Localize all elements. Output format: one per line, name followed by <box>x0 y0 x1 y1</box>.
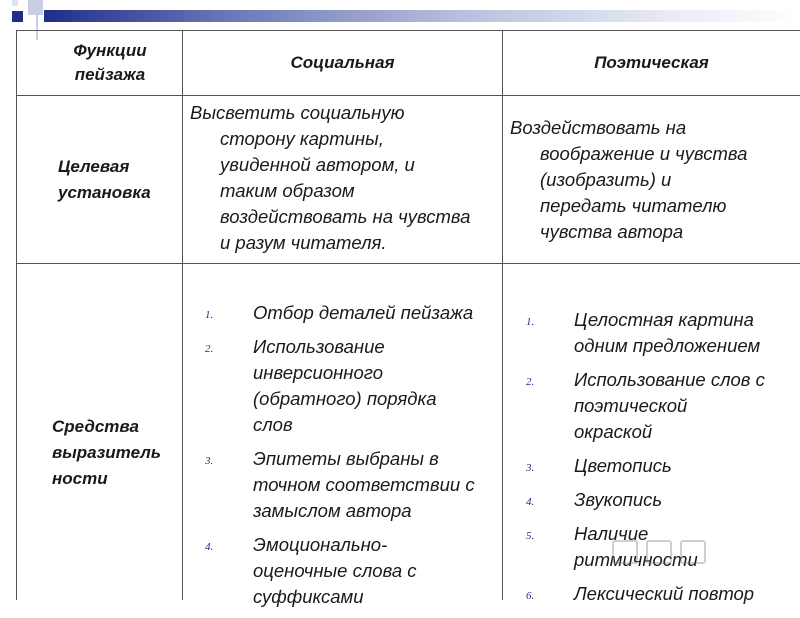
header-poetic: Поэтическая <box>594 53 709 72</box>
list-item-text: Использование слов с поэтической окраской <box>574 369 765 442</box>
poetic-target-text: Воздействовать на воображение и чувства (изобразить) и передать читателю чувства автора <box>510 117 748 242</box>
list-item <box>205 532 502 610</box>
social-means-list <box>205 300 502 618</box>
list-item-text: Целостная картина одним предложением <box>574 309 761 356</box>
list-item-text: Эмоционально- оценочные слова с суффиксами <box>253 534 417 607</box>
list-item <box>526 581 800 607</box>
list-item-text: Наличие ритмичности <box>574 523 698 570</box>
list-number: 1. <box>205 309 214 321</box>
list-number: 2. <box>205 343 214 355</box>
list-number: 4. <box>205 541 214 553</box>
list-number: 4. <box>526 496 535 508</box>
list-number: 3. <box>205 455 214 467</box>
list-item-text: Эпитеты выбраны в точном соответствии с замыслом автора <box>253 448 475 521</box>
list-item <box>526 487 800 513</box>
nav-menu-icon[interactable] <box>646 540 672 564</box>
list-number: 6. <box>526 590 535 602</box>
header-social: Социальная <box>290 53 395 72</box>
list-item <box>526 367 800 445</box>
table-border-top <box>16 30 800 31</box>
list-item <box>205 334 502 438</box>
nav-back-icon[interactable] <box>612 540 638 564</box>
row-label-target: Целевая установка <box>58 157 151 202</box>
table-border-col2 <box>502 30 503 600</box>
slide-nav-icons <box>612 540 706 564</box>
list-item <box>205 446 502 524</box>
poetic-means-list <box>526 307 800 615</box>
list-item <box>526 453 800 479</box>
table-border-left <box>16 30 17 600</box>
table-border-row2 <box>16 263 800 264</box>
list-number: 2. <box>526 376 535 388</box>
list-number: 5. <box>526 530 535 542</box>
row-label-means: Средства выразитель ности <box>52 417 161 488</box>
list-item-text: Цветопись <box>574 455 672 476</box>
table-border-row1 <box>16 95 800 96</box>
list-item-text: Звукопись <box>574 489 663 510</box>
social-target-text: Высветить социальную сторону картины, увиденной автором, и таким образом воздействовать на чувства и разум читателя. <box>190 102 471 253</box>
nav-forward-icon[interactable] <box>680 540 706 564</box>
header-functions: Функции пейзажа <box>73 41 147 84</box>
list-item-text: Отбор деталей пейзажа <box>253 302 474 323</box>
list-item <box>526 307 800 359</box>
list-item <box>205 300 502 326</box>
list-item-text: Лексический повтор <box>574 583 755 604</box>
table-border-col1 <box>182 30 183 600</box>
list-item-text: Использование инверсионного (обратного) порядка слов <box>253 336 437 435</box>
list-number: 1. <box>526 316 535 328</box>
list-number: 3. <box>526 462 535 474</box>
